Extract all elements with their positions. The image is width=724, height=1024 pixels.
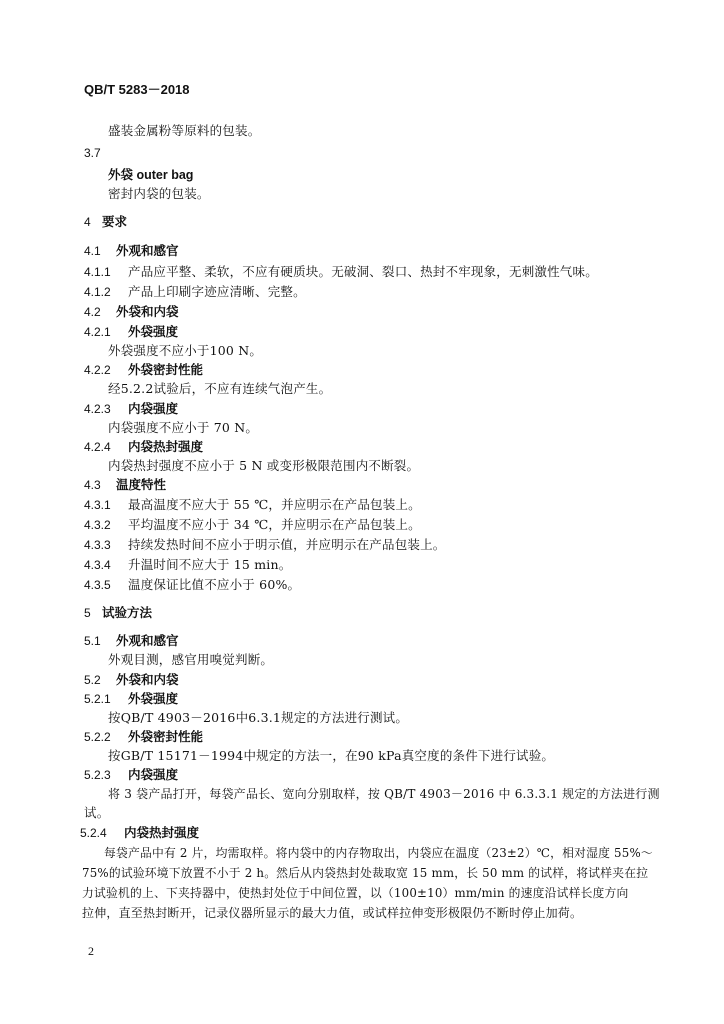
clause-number: 3.7 bbox=[84, 146, 101, 160]
clause-number: 4.1 bbox=[84, 244, 101, 258]
clause-number: 4.2.2 bbox=[84, 363, 111, 377]
section-heading: 要求 bbox=[102, 215, 128, 229]
clause-heading: 外袋密封性能 bbox=[128, 730, 204, 744]
paragraph-text: 力试验机的上、下夹持器中，使热封处位于中间位置，以（100±10）mm/min 的速度沿试样长度方向 bbox=[82, 886, 629, 900]
clause-text: 温度保证比值不应小于 60%。 bbox=[128, 577, 301, 592]
clause-text: 产品上印刷字迹应清晰、完整。 bbox=[128, 284, 306, 299]
clause-heading: 外袋和内袋 bbox=[116, 673, 179, 687]
clause-heading: 外袋和内袋 bbox=[116, 305, 179, 319]
paragraph-text: 拉伸，直至热封断开，记录仪器所显示的最大力值，或试样拉伸变形极限仍不断时停止加荷。 bbox=[82, 906, 583, 920]
clause-number: 5.1 bbox=[84, 634, 101, 648]
clause-number: 4.3.4 bbox=[84, 558, 111, 572]
clause-number: 4.2 bbox=[84, 305, 101, 319]
section-number: 4 bbox=[84, 215, 91, 229]
clause-heading: 外观和感官 bbox=[116, 244, 179, 258]
paragraph-text: 外观目测，感官用嗅觉判断。 bbox=[108, 652, 274, 667]
clause-number: 4.3 bbox=[84, 478, 101, 492]
clause-text: 持续发热时间不应小于明示值，并应明示在产品包装上。 bbox=[128, 537, 446, 552]
clause-number: 4.2.3 bbox=[84, 402, 111, 416]
clause-number: 4.1.1 bbox=[84, 265, 111, 279]
clause-number: 5.2.4 bbox=[80, 826, 107, 840]
section-number: 5 bbox=[84, 606, 91, 620]
clause-heading: 外袋强度 bbox=[128, 325, 179, 339]
paragraph-text: 内袋强度不应小于 70 N。 bbox=[108, 420, 259, 435]
clause-number: 4.2.1 bbox=[84, 325, 111, 339]
clause-heading: 外观和感官 bbox=[116, 634, 179, 648]
standard-code: QB/T 5283－2018 bbox=[84, 82, 190, 97]
clause-heading: 外袋强度 bbox=[128, 692, 179, 706]
clause-number: 5.2 bbox=[84, 673, 101, 687]
clause-number: 5.2.1 bbox=[84, 692, 111, 706]
clause-number: 4.2.4 bbox=[84, 440, 111, 454]
clause-heading: 内袋强度 bbox=[128, 402, 179, 416]
clause-text: 平均温度不应小于 34 ℃，并应明示在产品包装上。 bbox=[128, 517, 421, 532]
term-heading: 外袋 outer bag bbox=[108, 168, 194, 182]
paragraph-text: 按GB/T 15171－1994中规定的方法一，在90 kPa真空度的条件下进行试验。 bbox=[108, 748, 555, 763]
clause-heading: 温度特性 bbox=[116, 478, 167, 492]
clause-number: 4.3.2 bbox=[84, 518, 111, 532]
clause-text: 升温时间不应大于 15 min。 bbox=[128, 557, 292, 572]
clause-number: 5.2.3 bbox=[84, 768, 111, 782]
clause-heading: 外袋密封性能 bbox=[128, 363, 204, 377]
paragraph-text: 密封内袋的包装。 bbox=[108, 186, 210, 201]
clause-number: 4.3.1 bbox=[84, 498, 111, 512]
clause-number: 4.1.2 bbox=[84, 285, 111, 299]
clause-number: 4.3.5 bbox=[84, 578, 111, 592]
clause-number: 4.3.3 bbox=[84, 538, 111, 552]
paragraph-text: 75%的试验环境下放置不小于 2 h。然后从内袋热封处裁取宽 15 mm，长 50 mm 的试样，将试样夹在拉 bbox=[82, 866, 649, 880]
paragraph-text: 试。 bbox=[84, 805, 110, 820]
clause-heading: 内袋热封强度 bbox=[128, 440, 204, 454]
paragraph-text: 经5.2.2试验后，不应有连续气泡产生。 bbox=[108, 381, 332, 396]
paragraph-text: 外袋强度不应小于100 N。 bbox=[108, 343, 263, 358]
clause-text: 产品应平整、柔软，不应有硬质块。无破洞、裂口、热封不牢现象，无刺激性气味。 bbox=[128, 264, 598, 279]
clause-text: 最高温度不应大于 55 ℃，并应明示在产品包装上。 bbox=[128, 497, 421, 512]
clause-heading: 内袋热封强度 bbox=[124, 826, 200, 840]
paragraph-text: 将 3 袋产品打开，每袋产品长、宽向分别取样，按 QB/T 4903－2016 中 6.3.3.1 规定的方法进行测 bbox=[108, 787, 660, 801]
clause-heading: 内袋强度 bbox=[128, 768, 179, 782]
paragraph-text: 按QB/T 4903－2016中6.3.1规定的方法进行测试。 bbox=[108, 710, 409, 725]
paragraph-text: 内袋热封强度不应小于 5 N 或变形极限范围内不断裂。 bbox=[108, 458, 420, 473]
paragraph-text: 盛装金属粉等原料的包装。 bbox=[108, 123, 261, 138]
page-number: 2 bbox=[88, 944, 94, 958]
paragraph-text: 每袋产品中有 2 片，均需取样。将内袋中的内存物取出，内袋应在温度（23±2）℃，相对湿度 55%～ bbox=[104, 846, 653, 860]
section-heading: 试验方法 bbox=[102, 606, 153, 620]
clause-number: 5.2.2 bbox=[84, 730, 111, 744]
